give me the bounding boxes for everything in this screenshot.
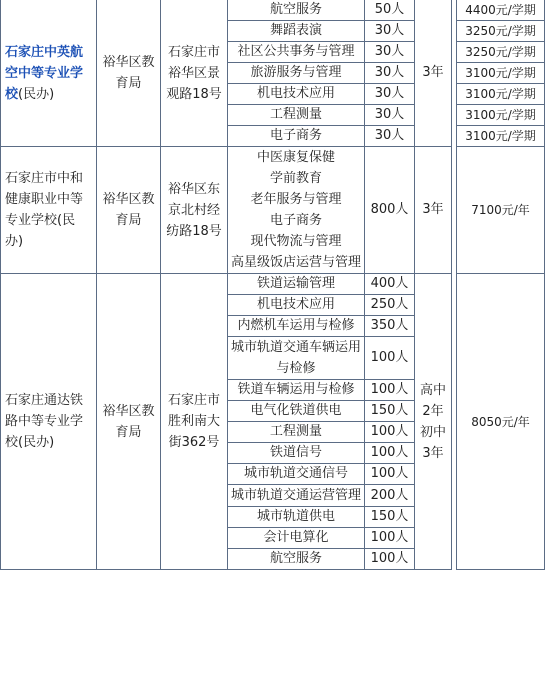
major-item: 学前教育 [269,171,322,186]
major-cell: 机电技术应用 [228,295,365,316]
count-cell: 30人 [365,84,415,105]
address-cell: 石家庄市胜利南大街362号 [161,274,228,570]
major-cell: 工程测量 [228,105,365,126]
duration-cell: 高中2年初中3年 [415,274,452,570]
fee-cell: 3100元/学期 [457,105,545,126]
major-item: 现代物流与管理 [250,234,342,249]
school-type-label: (民办) [18,86,55,102]
majors-list-cell [228,147,365,274]
table-row [1,274,545,295]
major-cell: 机电技术应用 [228,84,365,105]
count-cell: 100人 [365,528,415,549]
count-cell: 100人 [365,380,415,401]
count-cell: 350人 [365,316,415,337]
fee-cell: 4400元/学期 [457,0,545,21]
major-cell: 工程测量 [228,422,365,443]
authority-cell: 裕华区教育局 [97,0,161,147]
major-cell: 航空服务 [228,0,365,21]
major-cell: 内燃机车运用与检修 [228,316,365,337]
major-cell: 旅游服务与管理 [228,63,365,84]
fee-cell: 3100元/学期 [457,84,545,105]
count-cell: 150人 [365,507,415,528]
address-cell: 裕华区东京北村经纺路18号 [161,147,228,274]
major-item: 老年服务与管理 [250,192,342,207]
count-cell: 250人 [365,295,415,316]
major-item: 高星级饭店运营与管理 [230,255,361,270]
count-cell: 30人 [365,63,415,84]
major-item: 电子商务 [269,213,322,228]
major-cell: 航空服务 [228,549,365,570]
school-cell [1,0,97,147]
fee-cell: 3100元/学期 [457,63,545,84]
major-cell: 铁道信号 [228,443,365,464]
address-cell: 石家庄市裕华区景观路18号 [161,0,228,147]
fee-cell: 8050元/年 [457,274,545,570]
major-cell: 铁道运输管理 [228,274,365,295]
fee-cell: 3100元/学期 [457,126,545,147]
count-cell: 30人 [365,21,415,42]
major-cell: 电子商务 [228,126,365,147]
count-cell: 30人 [365,105,415,126]
count-cell: 50人 [365,0,415,21]
duration-cell: 3年 [415,147,452,274]
major-cell: 铁道车辆运用与检修 [228,380,365,401]
count-cell: 100人 [365,549,415,570]
major-cell: 城市轨道交通车辆运用与检修 [228,337,365,380]
major-cell: 城市轨道供电 [228,507,365,528]
count-cell: 400人 [365,274,415,295]
table-row [1,147,545,274]
count-cell: 100人 [365,337,415,380]
authority-cell: 裕华区教育局 [97,274,161,570]
count-cell: 800人 [365,147,415,274]
table-row [1,0,545,21]
duration-cell: 3年 [415,0,452,147]
school-name-link[interactable]: 石家庄中英航空中等专业学校 [5,44,84,102]
major-cell: 城市轨道交通信号 [228,464,365,485]
school-name: 石家庄通达铁路中等专业学校(民办) [1,274,97,570]
fee-cell: 3250元/学期 [457,21,545,42]
authority-cell: 裕华区教育局 [97,147,161,274]
major-item: 中医康复保健 [256,150,335,165]
major-cell: 舞蹈表演 [228,21,365,42]
count-cell: 30人 [365,42,415,63]
major-cell: 城市轨道交通运营管理 [228,485,365,507]
major-cell: 电气化铁道供电 [228,401,365,422]
count-cell: 100人 [365,443,415,464]
major-cell: 会计电算化 [228,528,365,549]
fee-cell: 7100元/年 [457,147,545,274]
count-cell: 100人 [365,422,415,443]
count-cell: 100人 [365,464,415,485]
school-name: 石家庄市中和健康职业中等专业学校(民办) [1,147,97,274]
count-cell: 200人 [365,485,415,507]
count-cell: 150人 [365,401,415,422]
fee-cell: 3250元/学期 [457,42,545,63]
major-cell: 社区公共事务与管理 [228,42,365,63]
count-cell: 30人 [365,126,415,147]
